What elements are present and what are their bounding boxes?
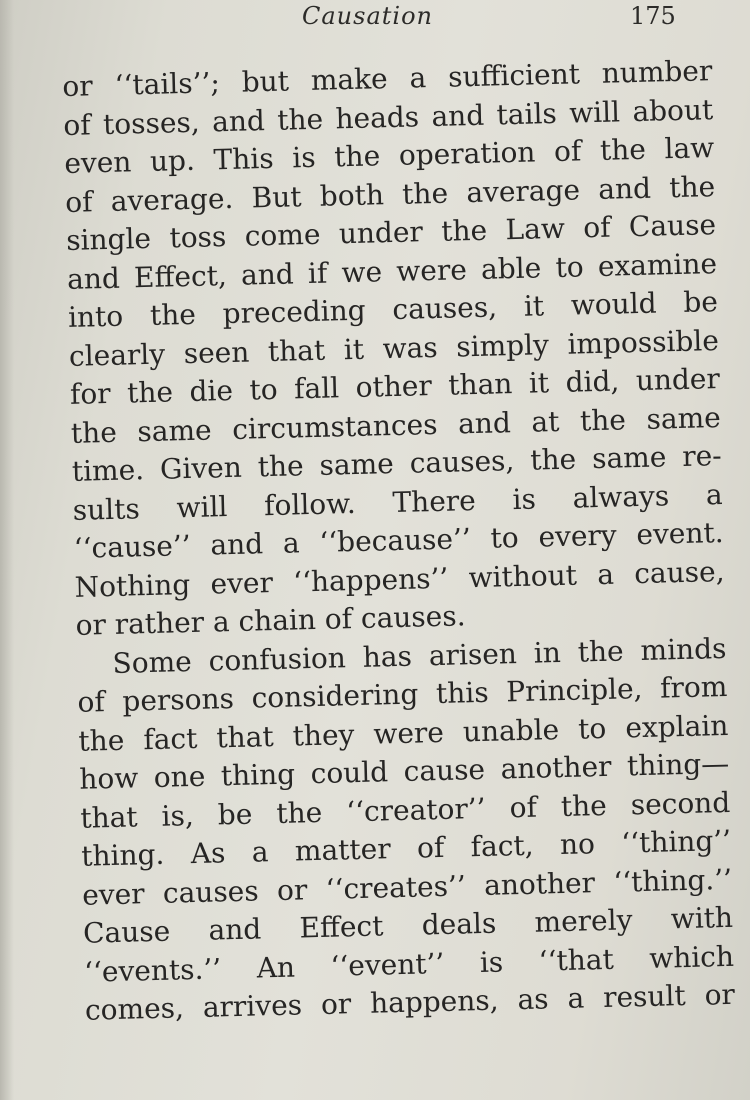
text-line: and Effect, and if we were able to examine: [66, 246, 718, 296]
text-line: ‘‘cause’’ and a ‘‘because’’ to every event.: [73, 515, 724, 565]
text-line: sults will follow. There is always a: [72, 477, 724, 527]
text-line: of tosses, and the heads and tails will about: [62, 92, 714, 142]
text-line: or ‘‘tails’’; but make a sufficient number: [62, 54, 713, 103]
text-line: of persons considering this Principle, from: [77, 669, 728, 719]
running-head: [0, 0, 750, 34]
body-text: [62, 52, 735, 1030]
text-line: the fact that they were unable to explain: [78, 708, 729, 758]
text-line: of average. But both the average and the: [64, 169, 716, 219]
text-line: thing. As a matter of fact, no ‘‘thing’’: [80, 823, 732, 873]
text-line: ever causes or ‘‘creates’’ another ‘‘thing.’’: [81, 862, 733, 912]
text-line: clearly seen that it was simply impossible: [68, 323, 720, 373]
text-line: the same circumstances and at the same: [70, 400, 722, 450]
text-line: ‘‘events.’’ An ‘‘event’’ is ‘‘that which: [83, 939, 735, 989]
text-line: single toss come under the Law of Cause: [65, 208, 717, 257]
text-line: Cause and Effect deals merely with: [82, 900, 734, 950]
text-line: for the die to fall other than it did, under: [69, 362, 721, 411]
paragraph-end-line: or rather a chain of causes.: [75, 599, 466, 642]
text-line: even up. This is the operation of the law: [63, 131, 715, 180]
page-edge-shadow: [0, 0, 14, 1100]
text-line: comes, arrives or happens, as a result or: [84, 977, 736, 1027]
text-line: that is, be the ‘‘creator’’ of the second: [79, 785, 731, 835]
page-number: 175: [630, 2, 676, 30]
text-line: time. Given the same causes, the same re-: [71, 439, 723, 488]
text-line: into the preceding causes, it would be: [67, 285, 719, 334]
running-title: Causation: [302, 2, 433, 30]
text-line: how one thing could cause another thing—: [78, 746, 730, 796]
text-line: Nothing ever ‘‘happens’’ without a cause,: [74, 554, 725, 604]
paragraph-start-line: Some confusion has arisen in the minds: [112, 631, 727, 680]
